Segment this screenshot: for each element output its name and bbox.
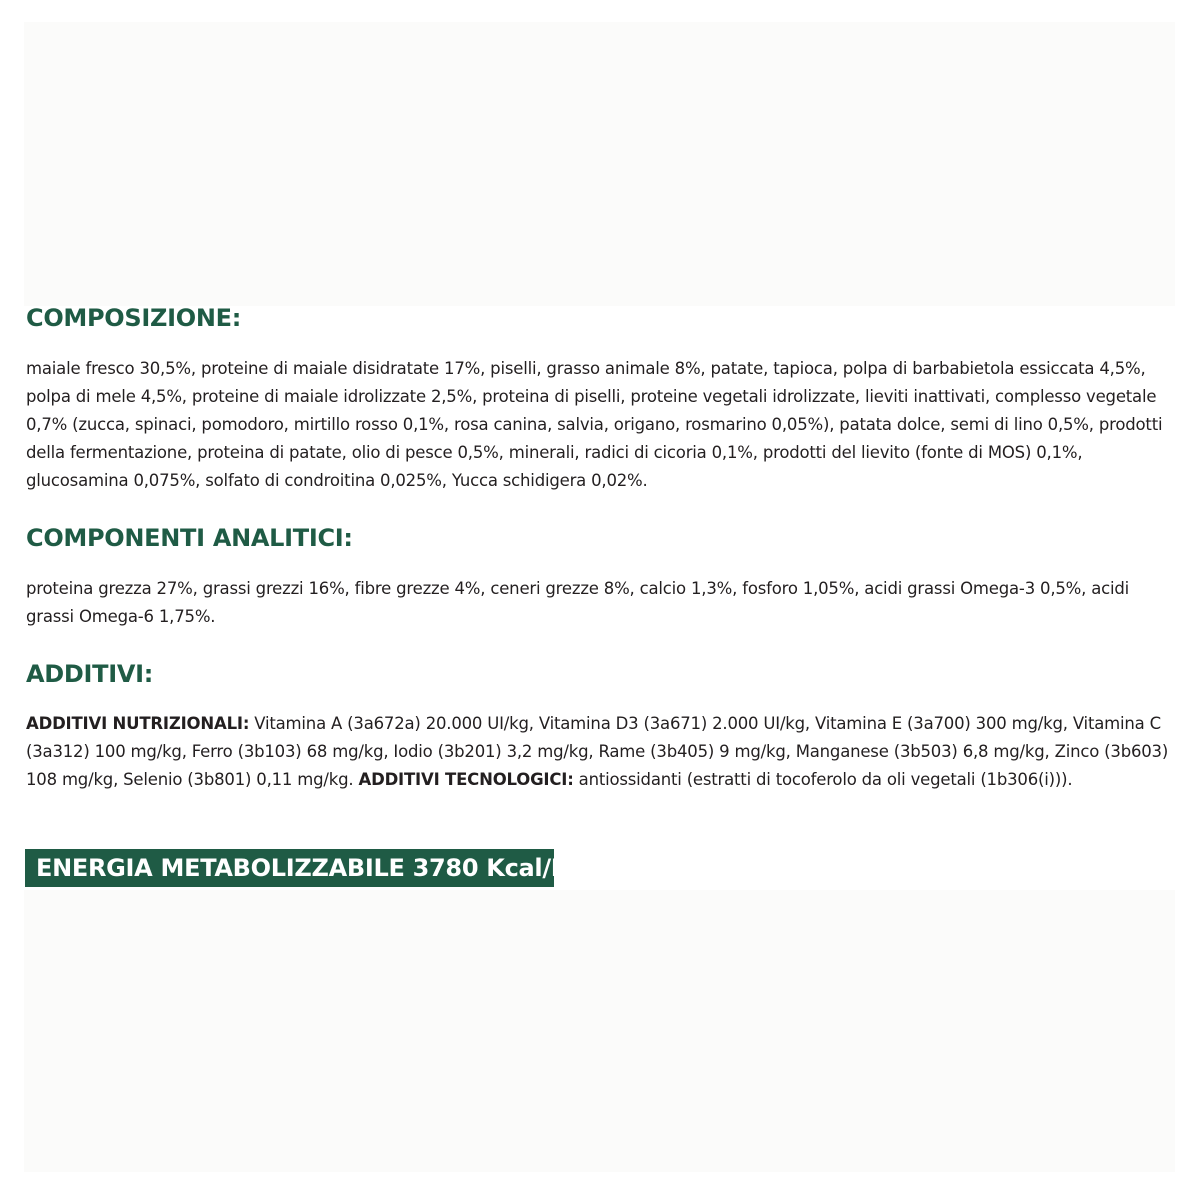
additivi-text [26,710,1176,794]
additivi-tecnologici-text: antiossidanti (estratti di tocoferolo da oli vegetali (1b306(i))). [573,770,1073,789]
composizione-heading: COMPOSIZIONE: [26,304,242,332]
additivi-tecnologici-label: ADDITIVI TECNOLOGICI: [358,770,574,789]
energy-banner: ENERGIA METABOLIZZABILE 3780 Kcal/Kg [25,849,554,887]
componenti-analitici-text: proteina grezza 27%, grassi grezzi 16%, fibre grezze 4%, ceneri grezze 8%, calcio 1,3%, fosforo 1,05%, acidi grassi Omega-3 0,5%, acidi grassi Omega-6 1,75%. [26,579,1130,626]
image-placeholder-top [24,22,1175,306]
componenti-analitici-heading: COMPONENTI ANALITICI: [26,524,353,552]
additivi-nutrizionali-text: Vitamina A (3a672a) 20.000 UI/kg, Vitamina D3 (3a671) 2.000 UI/kg, Vitamina E (3a700) 300 mg/kg, Vitamina C (3a312) 100 mg/kg, Ferro (3b103) 68 mg/kg, Iodio (3b201) 3,2 mg/kg, Rame (3b405) 9 mg/kg, Manganese (3b503) 6,8 mg/kg, Zinco (3b603) 108 mg/kg, Selenio (3b801) 0,11 mg/kg. [26,714,1169,789]
image-placeholder-bottom [24,890,1175,1172]
additivi-heading: ADDITIVI: [26,660,154,688]
additivi-nutrizionali-label: ADDITIVI NUTRIZIONALI: [26,714,250,733]
composizione-text: maiale fresco 30,5%, proteine di maiale disidratate 17%, piselli, grasso animale 8%, patate, tapioca, polpa di barbabietola essiccata 4,5%, polpa di mele 4,5%, proteine di maiale idrolizzate 2,5%, proteina di piselli, proteine vegetali idrolizzate, lieviti inattivati, complesso vegetale 0,7% (zucca, spinaci, pomodoro, mirtillo rosso 0,1%, rosa canina, salvia, origano, rosmarino 0,05%), patata dolce, semi di lino 0,5%, prodotti della fermentazione, proteina di patate, olio di pesce 0,5%, minerali, radici di cicoria 0,1%, prodotti del lievito (fonte di MOS) 0,1%, glucosamina 0,075%, solfato di condroitina 0,025%, Yucca schidigera 0,02%. [26,359,1163,490]
